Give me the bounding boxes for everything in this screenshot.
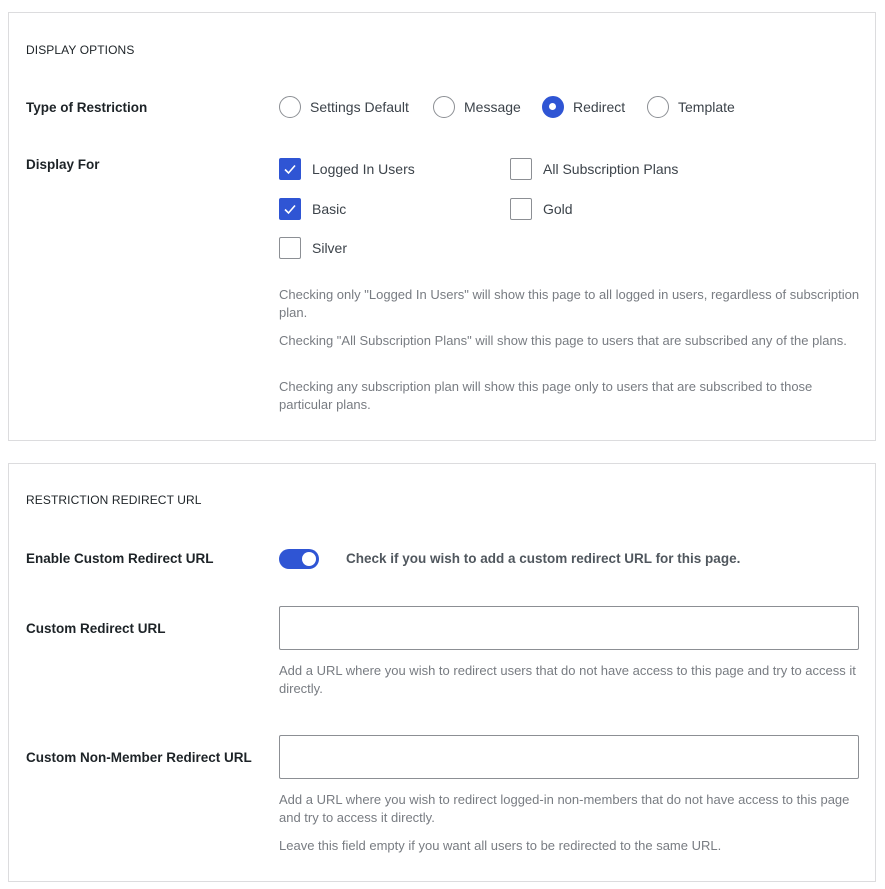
radio-message[interactable] bbox=[433, 96, 521, 118]
radio-circle[interactable] bbox=[647, 96, 669, 118]
custom-redirect-url-input[interactable] bbox=[279, 606, 859, 650]
checkbox-box[interactable] bbox=[279, 237, 301, 259]
checkbox-label: Silver bbox=[312, 240, 348, 256]
redirect-url-title: RESTRICTION REDIRECT URL bbox=[26, 493, 202, 507]
checkbox-logged-in-users[interactable] bbox=[279, 158, 415, 180]
radio-label: Message bbox=[464, 99, 521, 115]
checkmark-icon bbox=[283, 202, 297, 216]
custom-redirect-url-description: Add a URL where you wish to redirect users that do not have access to this page and try to access it directly. bbox=[279, 663, 856, 696]
checkbox-box[interactable] bbox=[510, 198, 532, 220]
radio-label: Template bbox=[678, 99, 735, 115]
display-for-description-3: Checking any subscription plan will show this page only to users that are subscribed to those particular plans. bbox=[279, 379, 813, 412]
non-member-redirect-url-input[interactable] bbox=[279, 735, 859, 779]
checkbox-gold[interactable] bbox=[510, 198, 573, 220]
display-for-description-2: Checking "All Subscription Plans" will show this page to users that are subscribed any of the plans. bbox=[279, 333, 847, 348]
checkbox-box[interactable] bbox=[279, 198, 301, 220]
checkbox-label: Logged In Users bbox=[312, 161, 415, 177]
checkbox-silver[interactable] bbox=[279, 237, 347, 259]
radio-label: Redirect bbox=[573, 99, 626, 115]
checkmark-icon bbox=[283, 162, 297, 176]
enable-redirect-toggle[interactable] bbox=[279, 549, 319, 569]
enable-redirect-hint: Check if you wish to add a custom redirect URL for this page. bbox=[346, 551, 741, 566]
radio-circle[interactable] bbox=[279, 96, 301, 118]
enable-redirect-label: Enable Custom Redirect URL bbox=[26, 551, 214, 566]
redirect-url-panel bbox=[8, 463, 876, 882]
radio-redirect[interactable] bbox=[542, 96, 625, 118]
non-member-redirect-url-description-1: Add a URL where you wish to redirect logged-in non-members that do not have access to this page and try to access it directly. bbox=[279, 792, 850, 825]
checkbox-label: Gold bbox=[543, 201, 573, 217]
non-member-redirect-url-label: Custom Non-Member Redirect URL bbox=[26, 750, 252, 765]
restriction-type-label: Type of Restriction bbox=[26, 100, 148, 115]
display-options-title: DISPLAY OPTIONS bbox=[26, 43, 135, 57]
display-options-panel bbox=[8, 12, 876, 441]
radio-label: Settings Default bbox=[310, 99, 409, 115]
radio-circle[interactable] bbox=[433, 96, 455, 118]
checkbox-box[interactable] bbox=[279, 158, 301, 180]
toggle-knob bbox=[302, 552, 316, 566]
radio-settings-default[interactable] bbox=[279, 96, 409, 118]
checkbox-label: Basic bbox=[312, 201, 347, 217]
checkbox-basic[interactable] bbox=[279, 198, 346, 220]
display-for-label: Display For bbox=[26, 157, 100, 172]
radio-circle-selected[interactable] bbox=[542, 96, 564, 118]
checkbox-label: All Subscription Plans bbox=[543, 161, 679, 177]
checkbox-box[interactable] bbox=[510, 158, 532, 180]
checkbox-all-subscription-plans[interactable] bbox=[510, 158, 678, 180]
custom-redirect-url-label: Custom Redirect URL bbox=[26, 621, 166, 636]
radio-template[interactable] bbox=[647, 96, 735, 118]
non-member-redirect-url-description-2: Leave this field empty if you want all users to be redirected to the same URL. bbox=[279, 838, 722, 853]
display-for-description-1: Checking only "Logged In Users" will show this page to all logged in users, regardless of subscription plan. bbox=[279, 287, 860, 320]
